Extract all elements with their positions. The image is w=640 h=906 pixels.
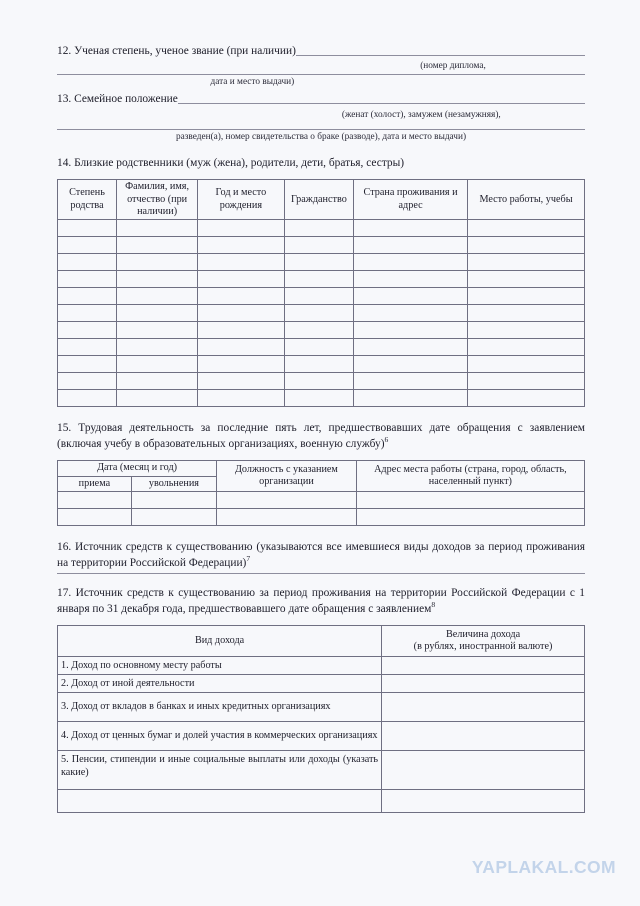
income-col-amount <box>382 626 585 657</box>
income-col-amount-line2: (в рублях, иностранной валюте) <box>413 641 553 653</box>
relatives-cell[interactable] <box>354 288 468 305</box>
relatives-cell[interactable] <box>198 356 284 373</box>
relatives-cell[interactable] <box>198 339 284 356</box>
relatives-cell[interactable] <box>198 288 284 305</box>
relatives-cell[interactable] <box>354 220 468 237</box>
income-col-amount-line1: Величина дохода <box>445 628 521 640</box>
employment-cell[interactable] <box>217 509 357 526</box>
relatives-cell[interactable] <box>467 237 584 254</box>
relatives-cell[interactable] <box>467 390 584 407</box>
relatives-cell[interactable] <box>58 356 117 373</box>
relatives-cell[interactable] <box>198 237 284 254</box>
document-content <box>57 44 585 813</box>
relatives-cell[interactable] <box>117 271 198 288</box>
table-row[interactable] <box>58 751 585 790</box>
section-16-text-body: 16. Источник средств к существованию (указываются все имевшиеся виды доходов за период проживания на территории Российской Федерации) <box>57 541 585 569</box>
income-row-label: 1. Доход по основному месту работы <box>58 657 382 675</box>
section-12-caption-diploma: (номер диплома, <box>420 60 486 71</box>
relatives-cell[interactable] <box>58 339 117 356</box>
table-row[interactable] <box>58 339 585 356</box>
section-16-text <box>57 540 585 571</box>
relatives-col-birth: Год и место рождения <box>198 180 284 220</box>
relatives-cell[interactable] <box>117 305 198 322</box>
table-row[interactable] <box>58 390 585 407</box>
employment-cell[interactable] <box>131 492 216 509</box>
section-12-fill-line[interactable] <box>296 55 585 56</box>
relatives-col-residence: Страна проживания и адрес <box>354 180 468 220</box>
income-table <box>57 625 585 813</box>
relatives-cell[interactable] <box>467 254 584 271</box>
section-17-footnote-marker: 8 <box>431 600 436 610</box>
table-row[interactable] <box>58 220 585 237</box>
section-17-text-body: 17. Источник средств к существованию за период проживания на территории Российской Федерации с 1 января по 31 декабря года, предшествовавшего дате обращения с заявлением <box>57 587 585 615</box>
employment-col-date-to: увольнения <box>131 476 216 491</box>
section-13-row <box>57 92 585 107</box>
income-row-label: 5. Пенсии, стипендии и иные социальные выплаты или доходы (указать какие) <box>58 751 382 790</box>
relatives-cell[interactable] <box>117 322 198 339</box>
relatives-cell[interactable] <box>354 373 468 390</box>
section-15-footnote-marker: 6 <box>384 435 389 445</box>
table-row[interactable] <box>58 271 585 288</box>
relatives-cell[interactable] <box>354 237 468 254</box>
employment-table-body <box>58 492 585 526</box>
income-row-label: 2. Доход от иной деятельности <box>58 675 382 693</box>
income-row-value[interactable] <box>382 722 585 751</box>
relatives-cell[interactable] <box>284 373 354 390</box>
income-row-label[interactable] <box>58 790 382 813</box>
table-row[interactable] <box>58 356 585 373</box>
income-row-value[interactable] <box>382 751 585 790</box>
table-row[interactable] <box>58 254 585 271</box>
employment-cell[interactable] <box>58 492 132 509</box>
table-row[interactable] <box>58 790 585 813</box>
table-row[interactable] <box>58 657 585 675</box>
relatives-cell[interactable] <box>354 390 468 407</box>
relatives-cell[interactable] <box>117 356 198 373</box>
income-row-value[interactable] <box>382 790 585 813</box>
relatives-cell[interactable] <box>198 305 284 322</box>
income-row-value[interactable] <box>382 675 585 693</box>
income-row-label: 4. Доход от ценных бумаг и долей участия в коммерческих организациях <box>58 722 382 751</box>
relatives-cell[interactable] <box>117 373 198 390</box>
table-row[interactable] <box>58 237 585 254</box>
table-row[interactable] <box>58 509 585 526</box>
table-row[interactable] <box>58 693 585 722</box>
employment-table-header-row-top <box>58 461 585 476</box>
relatives-cell[interactable] <box>58 373 117 390</box>
employment-cell[interactable] <box>131 509 216 526</box>
employment-table <box>57 460 585 526</box>
relatives-cell[interactable] <box>284 356 354 373</box>
relatives-cell[interactable] <box>58 254 117 271</box>
relatives-cell[interactable] <box>354 356 468 373</box>
section-13-label: 13. Семейное положение <box>57 93 178 106</box>
relatives-cell[interactable] <box>58 322 117 339</box>
relatives-cell[interactable] <box>117 390 198 407</box>
section-12-caption-date-place: дата и место выдачи) <box>210 77 295 88</box>
table-row[interactable] <box>58 492 585 509</box>
relatives-cell[interactable] <box>467 288 584 305</box>
employment-cell[interactable] <box>356 509 584 526</box>
relatives-cell[interactable] <box>284 220 354 237</box>
relatives-cell[interactable] <box>284 237 354 254</box>
relatives-cell[interactable] <box>198 390 284 407</box>
section-12-fill-line-2[interactable] <box>57 74 585 75</box>
relatives-cell[interactable] <box>198 373 284 390</box>
section-12-label: 12. Ученая степень, ученое звание (при наличии) <box>57 45 296 57</box>
relatives-cell[interactable] <box>467 305 584 322</box>
section-17-text <box>57 586 585 617</box>
relatives-cell[interactable] <box>58 305 117 322</box>
table-row[interactable] <box>58 305 585 322</box>
relatives-cell[interactable] <box>284 322 354 339</box>
employment-cell[interactable] <box>217 492 357 509</box>
section-13-fill-line-2[interactable] <box>57 129 585 130</box>
relatives-cell[interactable] <box>117 288 198 305</box>
employment-cell[interactable] <box>58 509 132 526</box>
relatives-table <box>57 179 585 407</box>
relatives-col-fullname: Фамилия, имя, отчество (при наличии) <box>117 180 198 220</box>
relatives-cell[interactable] <box>58 220 117 237</box>
income-table-body <box>58 657 585 813</box>
section-15-text-body: 15. Трудовая деятельность за последние пять лет, предшествовавших дате обращения с заявлением (включая учебу в образовательных организациях, военную службу) <box>57 422 585 450</box>
section-16-fill-line[interactable] <box>57 573 585 574</box>
relatives-cell[interactable] <box>284 339 354 356</box>
relatives-table-body <box>58 220 585 407</box>
section-12-row <box>57 44 585 59</box>
relatives-cell[interactable] <box>354 254 468 271</box>
relatives-cell[interactable] <box>284 254 354 271</box>
income-row-value[interactable] <box>382 693 585 722</box>
relatives-cell[interactable] <box>284 271 354 288</box>
relatives-cell[interactable] <box>58 390 117 407</box>
relatives-cell[interactable] <box>284 288 354 305</box>
income-row-value[interactable] <box>382 657 585 675</box>
site-watermark: YAPLAKAL.COM <box>471 857 616 877</box>
income-row-label: 3. Доход от вкладов в банках и иных кредитных организациях <box>58 693 382 722</box>
relatives-cell[interactable] <box>117 237 198 254</box>
relatives-table-header-row <box>58 180 585 220</box>
section-15-text <box>57 421 585 452</box>
relatives-cell[interactable] <box>117 220 198 237</box>
relatives-cell[interactable] <box>354 322 468 339</box>
table-row[interactable] <box>58 373 585 390</box>
relatives-cell[interactable] <box>198 322 284 339</box>
relatives-cell[interactable] <box>354 339 468 356</box>
relatives-cell[interactable] <box>467 356 584 373</box>
relatives-cell[interactable] <box>58 271 117 288</box>
relatives-cell[interactable] <box>284 390 354 407</box>
relatives-cell[interactable] <box>467 271 584 288</box>
employment-cell[interactable] <box>356 492 584 509</box>
employment-col-position: Должность с указанием организации <box>217 461 357 492</box>
section-16-footnote-marker: 7 <box>246 554 251 564</box>
table-row[interactable] <box>58 722 585 751</box>
relatives-cell[interactable] <box>117 254 198 271</box>
relatives-cell[interactable] <box>58 237 117 254</box>
relatives-col-workplace: Место работы, учебы <box>467 180 584 220</box>
relatives-cell[interactable] <box>198 254 284 271</box>
relatives-cell[interactable] <box>58 288 117 305</box>
relatives-cell[interactable] <box>467 322 584 339</box>
income-col-type: Вид дохода <box>58 626 382 657</box>
income-table-header-row <box>58 626 585 657</box>
relatives-cell[interactable] <box>284 305 354 322</box>
relatives-cell[interactable] <box>467 373 584 390</box>
relatives-cell[interactable] <box>198 220 284 237</box>
relatives-col-citizenship: Гражданство <box>284 180 354 220</box>
relatives-cell[interactable] <box>354 271 468 288</box>
employment-col-address: Адрес места работы (страна, город, область, населенный пункт) <box>356 461 584 492</box>
relatives-col-degree: Степень родства <box>58 180 117 220</box>
section-13-caption-divorce: разведен(а), номер свидетельства о браке (разводе), дата и место выдачи) <box>175 132 467 143</box>
table-row[interactable] <box>58 288 585 305</box>
relatives-cell[interactable] <box>467 220 584 237</box>
relatives-cell[interactable] <box>467 339 584 356</box>
relatives-cell[interactable] <box>117 339 198 356</box>
relatives-cell[interactable] <box>198 271 284 288</box>
employment-col-date-group: Дата (месяц и год) <box>58 461 217 476</box>
table-row[interactable] <box>58 322 585 339</box>
table-row[interactable] <box>58 675 585 693</box>
relatives-cell[interactable] <box>354 305 468 322</box>
employment-col-date-from: приема <box>58 476 132 491</box>
section-13-caption-status: (женат (холост), замужем (незамужняя), <box>341 109 501 120</box>
section-14-label: 14. Близкие родственники (муж (жена), родители, дети, братья, сестры) <box>57 157 405 170</box>
section-13-fill-line[interactable] <box>178 103 585 104</box>
